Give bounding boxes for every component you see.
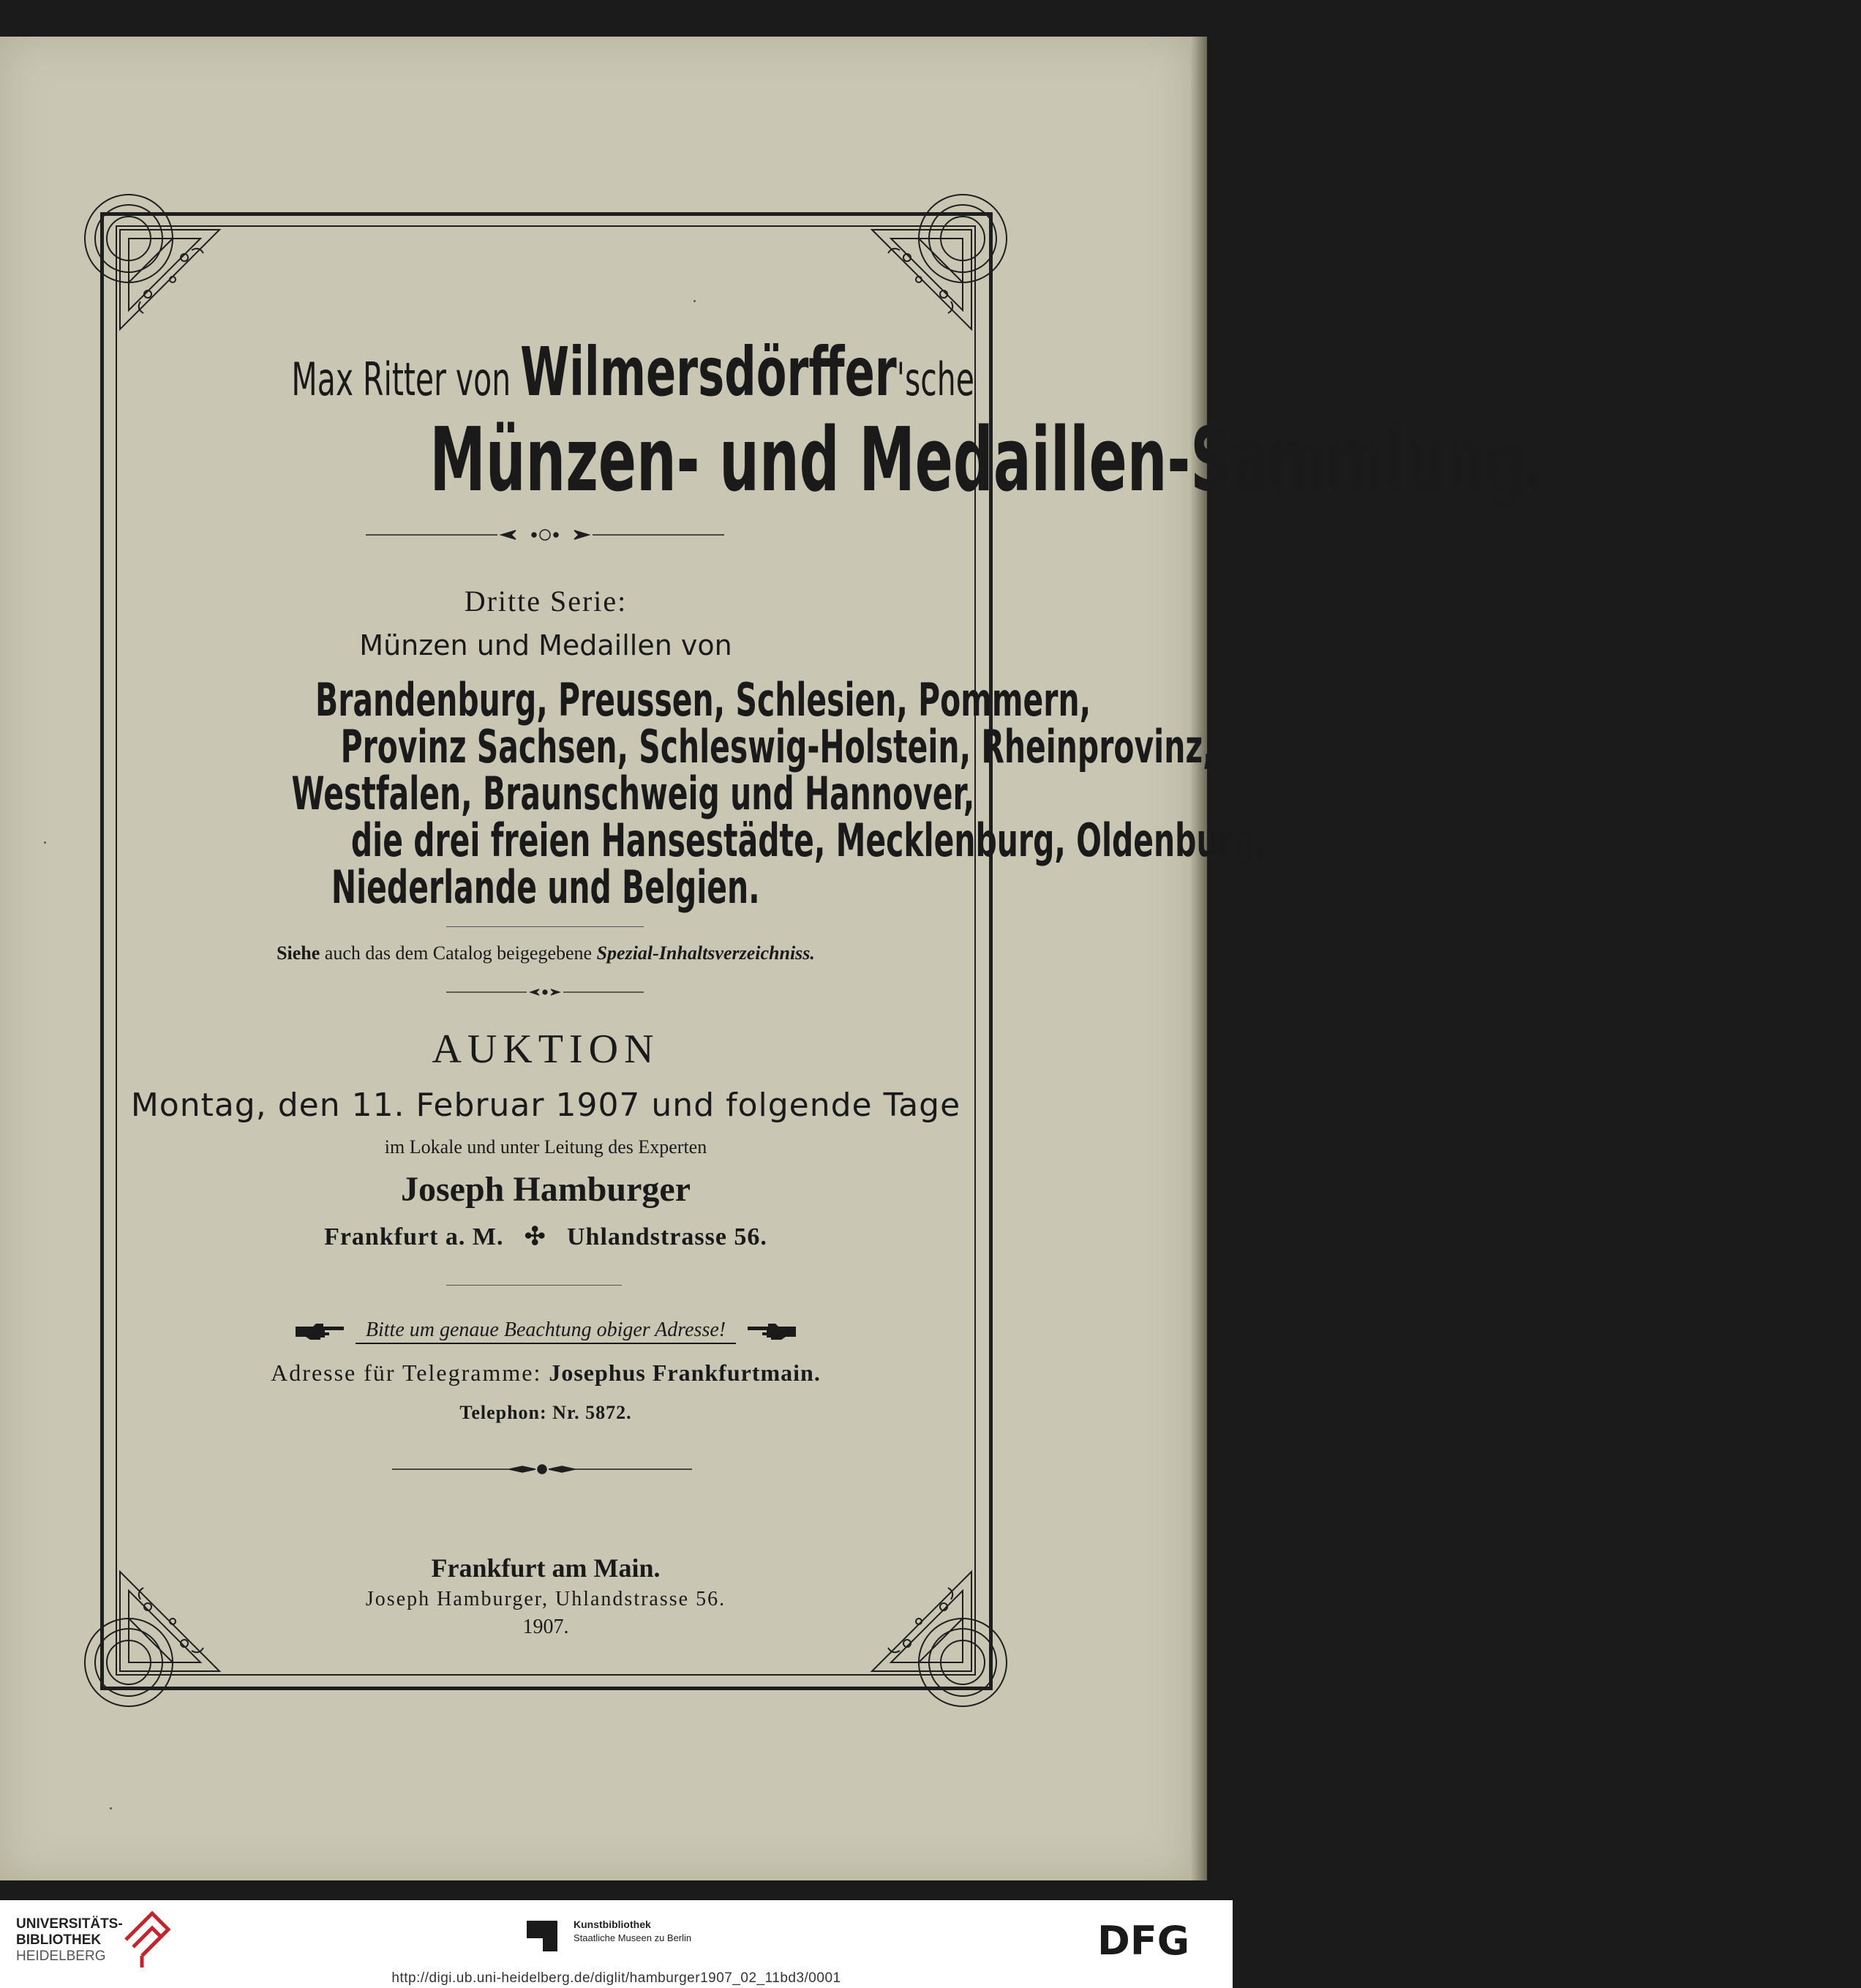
corner-ornament-top-right bbox=[871, 228, 973, 331]
region-text: Niederlande und Belgien. bbox=[331, 860, 760, 914]
region-text: Provinz Sachsen, Schleswig-Holstein, Rheinprovinz, bbox=[340, 720, 1214, 773]
imprint-publisher: Joseph Hamburger, Uhlandstrasse 56. bbox=[365, 1588, 726, 1610]
auction-location: im Lokale und unter Leitung des Experten bbox=[384, 1136, 707, 1158]
kunstbibliothek-mark-icon bbox=[525, 1919, 559, 1953]
short-rule bbox=[446, 1285, 622, 1286]
title-divider-ornament bbox=[366, 524, 724, 546]
corner-ornament-top-left bbox=[119, 228, 221, 331]
kb-subtitle: Staatliche Museen zu Berlin bbox=[574, 1932, 692, 1943]
heidelberg-mark-icon bbox=[123, 1910, 171, 1969]
region-text: die drei freien Hansestädte, Mecklenburg, Oldenburg, bbox=[350, 814, 1266, 867]
title-owner bbox=[116, 333, 976, 411]
permalink-url[interactable]: http://digi.ub.uni-heidelberg.de/diglit/hamburger1907_02_11bd3/0001 bbox=[391, 1970, 841, 1986]
catalog-note-lead: Siehe bbox=[277, 942, 320, 964]
notice-text: Bitte um genaue Beachtung obiger Adresse! bbox=[356, 1319, 736, 1344]
imprint-year: 1907. bbox=[522, 1616, 569, 1638]
telephone: Telephon: Nr. 5872. bbox=[459, 1402, 632, 1423]
imprint-city: Frankfurt am Main. bbox=[431, 1553, 661, 1583]
pointing-hand-right-icon bbox=[294, 1322, 345, 1341]
region-line bbox=[116, 673, 1091, 727]
library-name-line1: UNIVERSITÄTS- bbox=[16, 1916, 123, 1932]
library-name-line3: HEIDELBERG bbox=[16, 1948, 106, 1964]
region-text: Westfalen, Braunschweig und Hannover, bbox=[291, 767, 975, 820]
auction-title: AUKTION bbox=[432, 1027, 660, 1072]
expert-address bbox=[116, 1222, 976, 1251]
imprint-divider-ornament bbox=[392, 1460, 692, 1478]
region-line bbox=[116, 814, 1266, 867]
address-notice bbox=[116, 1319, 976, 1342]
paper-speck bbox=[44, 841, 46, 844]
heidelberg-library-logo[interactable] bbox=[16, 1916, 123, 1965]
title-name: Wilmersdörffer bbox=[520, 333, 897, 411]
expert-city: Frankfurt a. M. bbox=[324, 1223, 504, 1250]
region-line bbox=[116, 720, 1214, 773]
auction-date: Montag, den 11. Februar 1907 und folgende Tage bbox=[130, 1087, 961, 1124]
paper-speck bbox=[110, 1807, 112, 1809]
telegram-address bbox=[116, 1359, 976, 1387]
small-divider-ornament bbox=[446, 985, 644, 999]
catalog-note bbox=[116, 942, 976, 964]
telegram-value: Josephus Frankfurtmain. bbox=[549, 1359, 821, 1386]
expert-street: Uhlandstrasse 56. bbox=[566, 1223, 767, 1250]
collection-title: Münzen- und Medaillen-Sammlung. bbox=[429, 410, 1547, 511]
pointing-hand-left-icon bbox=[746, 1322, 797, 1341]
series-subtitle: Münzen und Medaillen von bbox=[359, 629, 732, 661]
region-text: Brandenburg, Preussen, Schlesien, Pommern, bbox=[315, 673, 1091, 727]
short-rule bbox=[446, 926, 644, 927]
expert-name: Joseph Hamburger bbox=[401, 1170, 691, 1209]
address-separator: ✣ bbox=[524, 1223, 546, 1250]
page-edge bbox=[1191, 37, 1207, 1880]
dfg-text: DFG bbox=[1097, 1918, 1190, 1964]
region-line bbox=[116, 860, 976, 914]
catalog-note-middle: auch das dem Catalog beigegebene bbox=[320, 942, 597, 964]
series-label: Dritte Serie: bbox=[464, 585, 628, 618]
title-collection bbox=[116, 410, 1547, 511]
kb-name: Kunstbibliothek bbox=[574, 1918, 651, 1930]
catalog-note-emphasis: Spezial-Inhaltsverzeichniss. bbox=[596, 942, 815, 964]
title-prefix: Max Ritter von bbox=[291, 353, 521, 406]
title-suffix: 'sche bbox=[896, 353, 974, 406]
region-line bbox=[116, 767, 976, 820]
kunstbibliothek-logo[interactable] bbox=[574, 1918, 691, 1945]
library-name-line2: BIBLIOTHEK bbox=[16, 1932, 102, 1948]
digitization-footer bbox=[0, 1900, 1233, 1988]
dfg-logo[interactable] bbox=[1097, 1918, 1214, 1964]
telegram-label: Adresse für Telegramme: bbox=[271, 1359, 549, 1386]
